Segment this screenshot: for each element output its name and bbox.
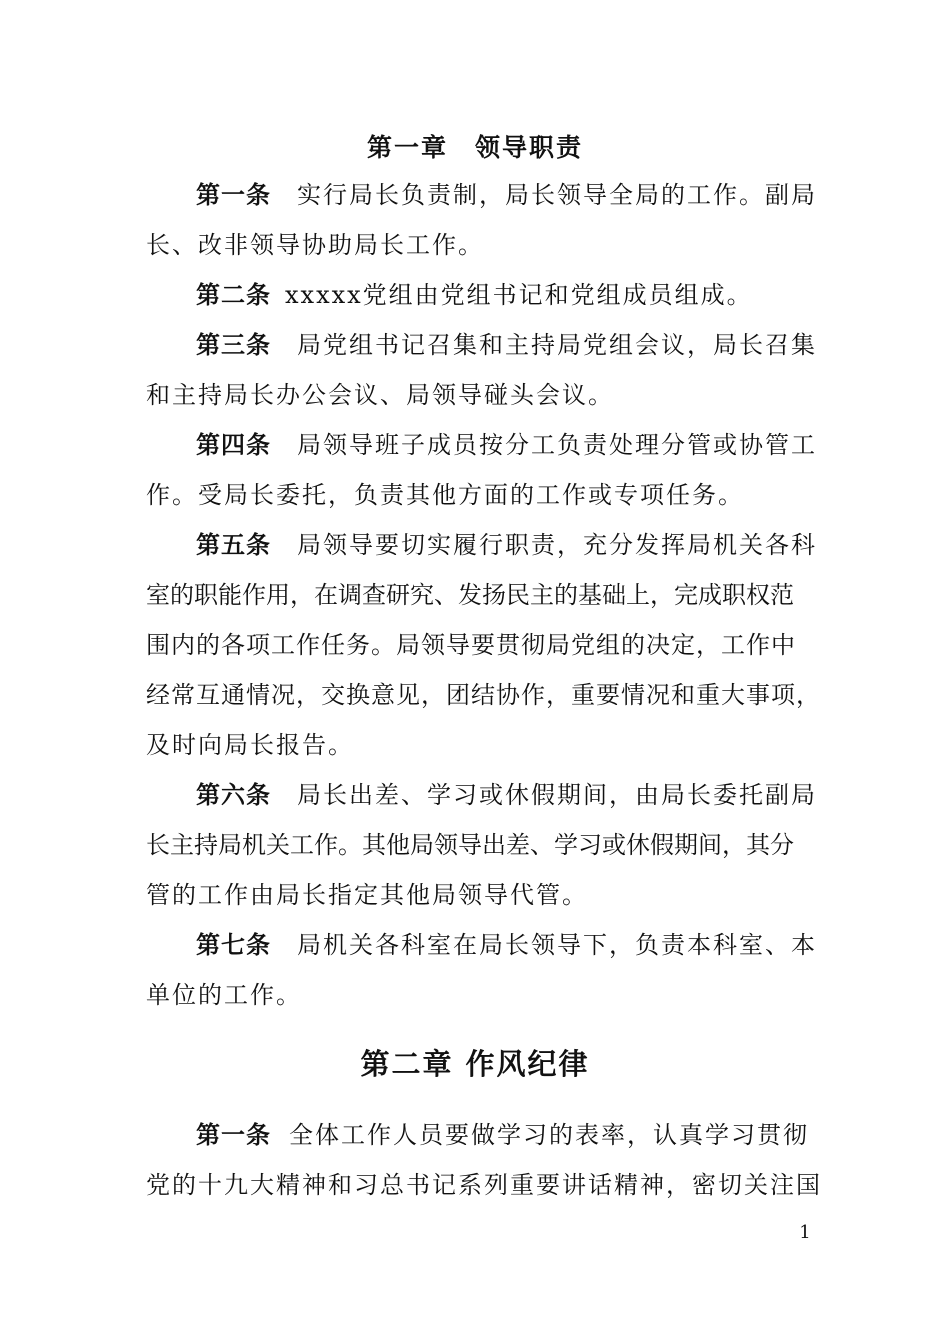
article-label: 第六条 <box>196 781 271 809</box>
article-text-line: 管的工作由局长指定其他局领导代管。 <box>146 881 588 909</box>
article-text-line: 作。受局长委托，负责其他方面的工作或专项任务。 <box>146 481 744 509</box>
article-text: 局领导要切实履行职责，充分发挥局机关各科 <box>297 531 817 559</box>
article-text-line: 长主持局机关工作。其他局领导出差、学习或休假期间，其分 <box>146 831 794 859</box>
article-text: 局党组书记召集和主持局党组会议，局长召集 <box>297 331 817 359</box>
article-first-line <box>196 778 817 812</box>
article-text-line: 单位的工作。 <box>146 981 302 1009</box>
article-text-line: 室的职能作用，在调查研究、发扬民主的基础上，完成职权范 <box>146 581 794 609</box>
chapter-title: 第二章 作风纪律 <box>360 1047 590 1081</box>
article-first-line <box>196 278 806 312</box>
article-text-line: 围内的各项工作任务。局领导要贯彻局党组的决定，工作中 <box>146 631 796 659</box>
article-label: 第二条 <box>196 281 271 309</box>
article-label: 第四条 <box>196 431 271 459</box>
article-text: 局长出差、学习或休假期间，由局长委托副局 <box>297 781 817 809</box>
article-text-line: 长、改非领导协助局长工作。 <box>146 231 484 259</box>
article-first-line <box>196 178 817 212</box>
chapter-title: 第一章 领导职责 <box>366 133 583 162</box>
article-text: 实行局长负责制，局长领导全局的工作。副局 <box>297 181 817 209</box>
article-label: 第五条 <box>196 531 271 559</box>
article-text: 局领导班子成员按分工负责处理分管或协管工 <box>297 431 817 459</box>
article-label: 第一条 <box>196 181 271 209</box>
article-label: 第一条 <box>196 1121 271 1149</box>
article-first-line <box>196 528 817 562</box>
article-label: 第七条 <box>196 931 271 959</box>
article-first-line <box>196 328 817 362</box>
article-first-line <box>196 428 817 462</box>
article-text-line: 党的十九大精神和习总书记系列重要讲话精神，密切关注国 <box>146 1171 822 1199</box>
article-text-line: 经常互通情况，交换意见，团结协作，重要情况和重大事项， <box>146 681 821 709</box>
article-text-line: 和主持局长办公会议、局领导碰头会议。 <box>146 381 614 409</box>
article-text: 全体工作人员要做学习的表率，认真学习贯彻 <box>289 1121 809 1149</box>
article-first-line <box>196 1118 809 1152</box>
article-text-line: 及时向局长报告。 <box>146 731 354 759</box>
article-text: xxxxx党组由党组书记和党组成员组成。 <box>285 281 753 309</box>
article-text: 局机关各科室在局长领导下，负责本科室、本 <box>297 931 817 959</box>
article-first-line <box>196 928 817 962</box>
article-label: 第三条 <box>196 331 271 359</box>
page-number: 1 <box>799 1222 811 1243</box>
